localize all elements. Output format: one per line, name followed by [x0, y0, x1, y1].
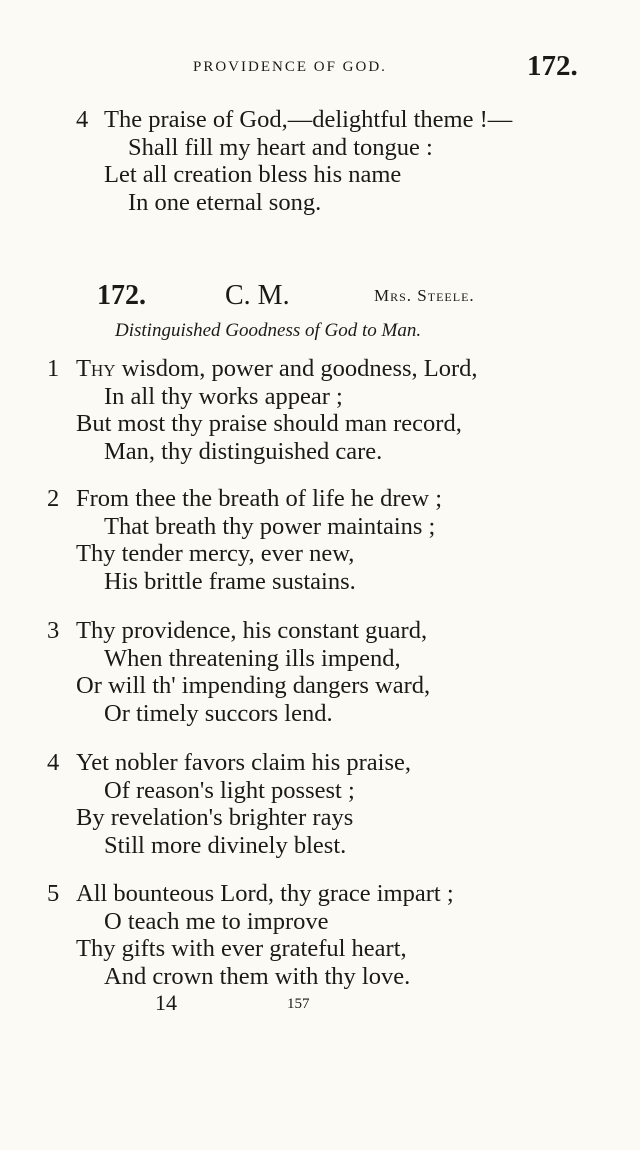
verse-text: Thy tender mercy, ever new,: [76, 540, 355, 568]
verse-text: Let all creation bless his name: [104, 161, 402, 189]
verse-text: In all thy works appear ;: [104, 382, 343, 410]
verse-text: In one eternal song.: [128, 188, 322, 216]
verse-line: [0, 963, 640, 991]
running-title: PROVIDENCE OF GOD.: [193, 59, 387, 75]
verse-text: From thee the breath of life he drew ;: [76, 485, 443, 512]
stanza: [0, 749, 640, 859]
verse-text: Still more divinely blest.: [104, 831, 347, 859]
verse-line: [0, 485, 640, 513]
verse-text: His brittle frame sustains.: [104, 567, 356, 595]
stanza-number: 4: [47, 749, 60, 776]
verse-line: [0, 438, 640, 466]
running-head: [0, 50, 640, 82]
verse-line: [0, 672, 640, 700]
verse-line: [0, 355, 640, 383]
verse-line: [0, 617, 640, 645]
verse-text: That breath thy power maintains ;: [104, 512, 436, 540]
verse-text: Man, thy distinguished care.: [104, 437, 383, 465]
verse-text: Thy gifts with ever grateful heart,: [76, 935, 407, 963]
verse-text: The praise of God,—delightful theme !—: [104, 106, 513, 133]
verse-line: [0, 513, 640, 541]
verse-text: wisdom, power and goodness, Lord,: [115, 355, 478, 382]
hymn-author: Mrs. Steele.: [374, 286, 475, 305]
stanza-number: 2: [47, 485, 60, 512]
verse-text: Or will th' impending dangers ward,: [76, 672, 431, 700]
verse-line: [0, 935, 640, 963]
stanza-number: 3: [47, 617, 60, 644]
verse-line: [0, 700, 640, 728]
previous-hymn-stanza: [0, 106, 640, 216]
verse-text: Thy providence, his constant guard,: [76, 617, 428, 644]
verse-line: [0, 189, 640, 217]
stanza: [0, 880, 640, 990]
verse-text: All bounteous Lord, thy grace impart ;: [76, 880, 454, 907]
verse-line: [0, 832, 640, 860]
verse-line: [0, 880, 640, 908]
verse-text: By revelation's brighter rays: [76, 804, 354, 832]
verse-line: [0, 540, 640, 568]
verse-line: [0, 161, 640, 189]
verse-line: [0, 568, 640, 596]
hymn-heading: [0, 280, 640, 314]
verse-text: Or timely succors lend.: [104, 699, 333, 727]
hymn-subtitle: Distinguished Goodness of God to Man.: [115, 320, 422, 341]
printer-signature-mark: 14: [155, 990, 177, 1015]
verse-line: [0, 804, 640, 832]
verse-line: [0, 908, 640, 936]
verse-line: [0, 106, 640, 134]
stanza-number: 4: [76, 106, 89, 133]
verse-text: And crown them with thy love.: [104, 962, 411, 990]
page-number: 157: [287, 996, 310, 1012]
stanza: [0, 485, 640, 595]
verse-text: Yet nobler favors claim his praise,: [76, 749, 411, 776]
stanza-number: 1: [47, 355, 60, 382]
verse-text: Of reason's light possest ;: [104, 776, 355, 804]
verse-line: [0, 134, 640, 162]
hymn-number: 172.: [97, 280, 146, 311]
verse-line: [0, 777, 640, 805]
verse-text: Shall fill my heart and tongue :: [128, 133, 433, 161]
verse-text: O teach me to improve: [104, 907, 329, 935]
verse-line: [0, 383, 640, 411]
verse-text: When threatening ills impend,: [104, 644, 401, 672]
hymn-meter: C. M.: [225, 280, 290, 311]
verse-line: [0, 410, 640, 438]
verse-line: [0, 749, 640, 777]
verse-text: But most thy praise should man record,: [76, 410, 462, 438]
stanza: [0, 355, 640, 465]
verse-line: [0, 645, 640, 673]
stanza: [0, 617, 640, 727]
stanza-number: 5: [47, 880, 60, 907]
running-hymn-number: 172.: [527, 50, 578, 82]
verse-first-word: Thy: [76, 355, 116, 382]
